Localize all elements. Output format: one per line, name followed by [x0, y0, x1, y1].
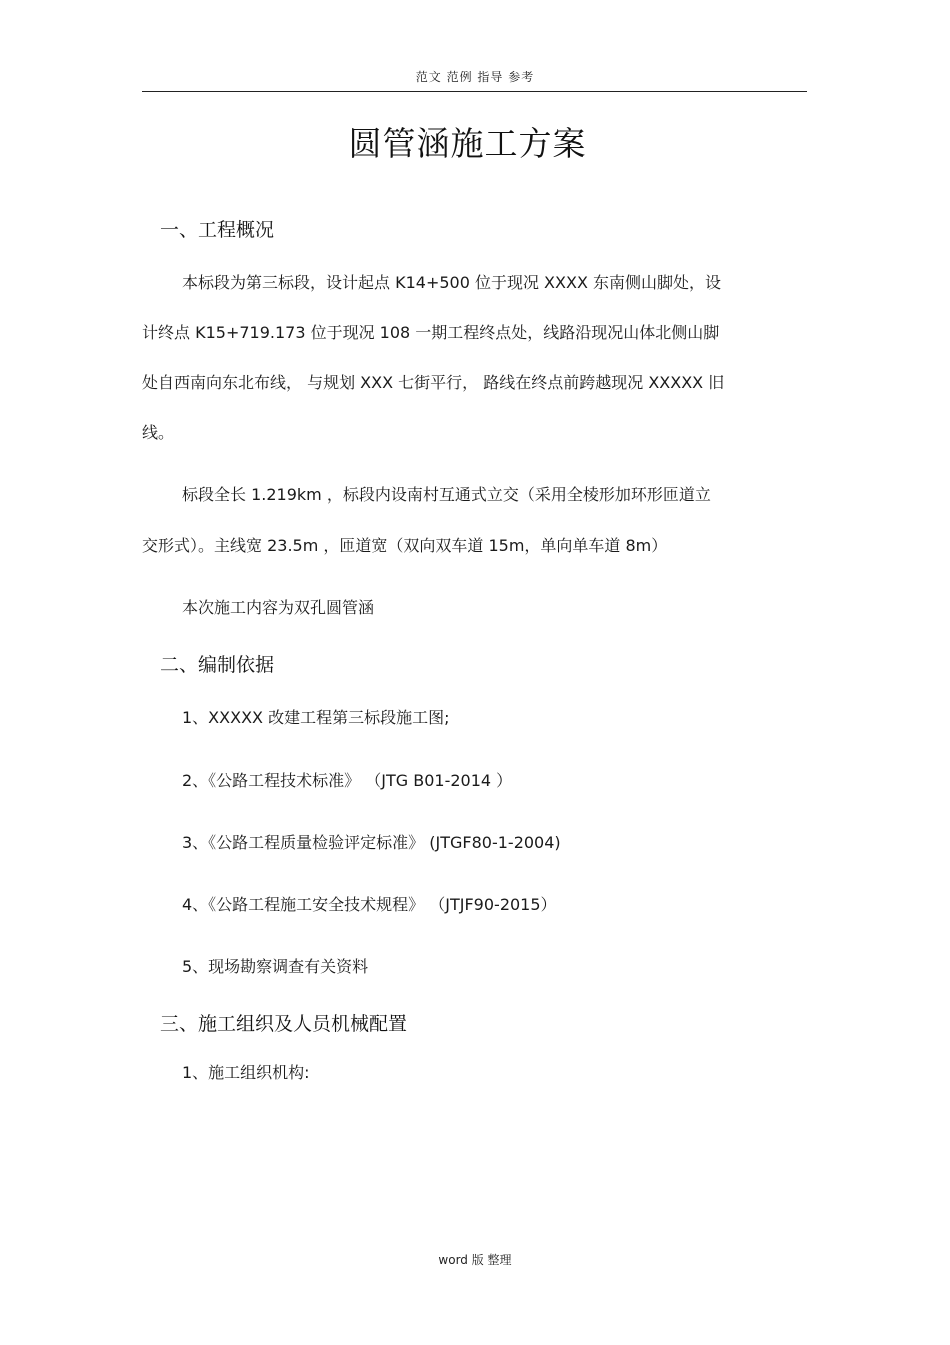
paragraph-line: 线。: [142, 423, 175, 442]
section-heading-organization: 三、施工组织及人员机械配置: [160, 1013, 408, 1035]
section-heading-overview: 一、工程概况: [160, 219, 275, 241]
section-heading-basis: 二、编制依据: [160, 654, 275, 676]
paragraph-line: 标段全长 1.219km ，标段内设南村互通式立交（采用全棱形加环形匝道立: [182, 485, 711, 504]
paragraph-line: 计终点 K15+719.173 位于现况 108 一期工程终点处，线路沿现况山体北侧山脚: [142, 323, 720, 342]
organization-item: 1、施工组织机构:: [182, 1063, 310, 1082]
overview-paragraph-3: 本次施工内容为双孔圆管涵: [182, 598, 375, 617]
paragraph-line: 处自西南向东北布线， 与规划 XXX 七街平行， 路线在终点前跨越现况 XXXXX 旧: [142, 373, 725, 392]
list-item: 2、《公路工程技术标准》 （JTG B01-2014 ）: [182, 771, 513, 790]
list-item: 1、XXXXX 改建工程第三标段施工图;: [182, 708, 450, 727]
header-divider: [142, 91, 807, 92]
list-item: 3、《公路工程质量检验评定标准》 (JTGF80-1-2004): [182, 833, 561, 852]
list-item: 5、现场勘察调查有关资料: [182, 957, 369, 976]
paragraph-line: 交形式）。主线宽 23.5m ，匝道宽（双向双车道 15m，单向单车道 8m）: [142, 536, 668, 555]
document-title: 圆管涵施工方案: [348, 124, 587, 163]
header-text: 范文 范例 指导 参考: [415, 70, 535, 84]
paragraph-line: 本标段为第三标段，设计起点 K14+500 位于现况 XXXX 东南侧山脚处，设: [182, 273, 721, 292]
list-item: 4、《公路工程施工安全技术规程》 （JTJF90-2015）: [182, 895, 557, 914]
page-footer: word 版 整理: [438, 1253, 512, 1267]
